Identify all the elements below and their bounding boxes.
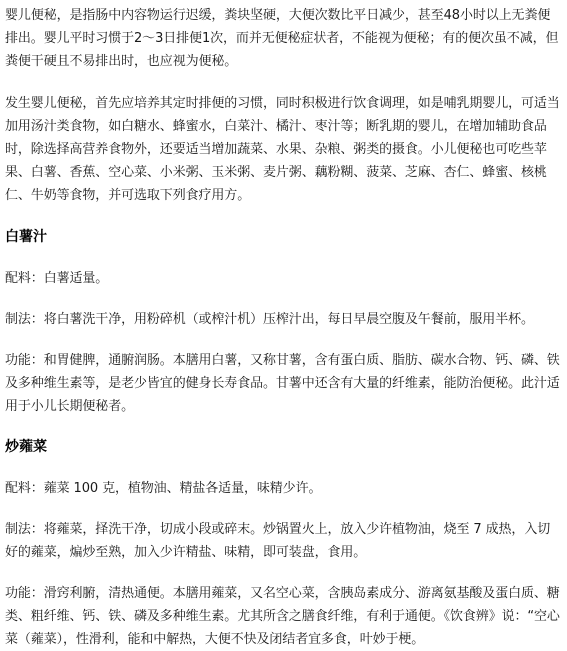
spacer <box>5 500 563 518</box>
intro-paragraph-definition: 婴儿便秘，是指肠中内容物运行迟缓，粪块坚硬，大便次数比平日减少，甚至48小时以上无粪便排出。婴儿平时习惯于2～3日排便1次，而并无便秘症状者，不能视为便秘；有的便次虽不减，但粪便干硬且不易排出时，也应视为便秘。 <box>5 8 559 69</box>
spacer <box>5 331 563 349</box>
spacer <box>5 249 563 267</box>
recipe-method: 制法：将蕹菜，择洗干净，切成小段或碎末。炒锅置火上，放入少许植物油，烧至 7 成热，入切好的蕹菜，煸炒至熟，加入少许精盐、味精，即可装盘，食用。 <box>5 522 551 560</box>
spacer <box>5 564 563 582</box>
recipe-effect: 功能：和胃健脾，通腑润肠。本膳用白薯，又称甘薯，含有蛋白质、脂肪、碳水合物、钙、磷、铁及多种维生素等，是老少皆宜的健身长寿食品。甘薯中还含有大量的纤维素，能防治便秘。此汁适用于小儿长期便秘者。 <box>5 353 560 414</box>
spacer <box>5 418 563 436</box>
spacer <box>5 459 563 477</box>
spacer <box>5 290 563 308</box>
spacer <box>5 207 563 226</box>
spacer <box>5 73 563 92</box>
recipe-title-stir-fried-water-spinach: 炒蕹菜 <box>5 439 47 455</box>
recipe-ingredients: 配料：白薯适量。 <box>5 271 109 286</box>
recipe-title-sweet-potato-juice: 白薯汁 <box>5 229 47 245</box>
article-body <box>5 4 563 651</box>
recipe-method: 制法：将白薯洗干净，用粉碎机（或榨汁机）压榨汁出，每日早晨空腹及午餐前，服用半杯。 <box>5 312 534 327</box>
recipe-ingredients: 配料：蕹菜 100 克，植物油、精盐各适量，味精少许。 <box>5 481 322 496</box>
intro-paragraph-diet: 发生婴儿便秘，首先应培养其定时排便的习惯，同时积极进行饮食调理，如是哺乳期婴儿，可适当加用汤汁类食物，如白糖水、蜂蜜水，白菜汁、橘汁、枣汁等；断乳期的婴儿，在增加辅助食品时，除选择高营养食物外，还要适当增加蔬菜、水果、杂粮、粥类的摄食。小儿便秘也可吃些苹果、白薯、香蕉、空心菜、小米粥、玉米粥、麦片粥、藕粉糊、菠菜、芝麻、杏仁、蜂蜜、核桃仁、牛奶等食物，并可选取下列食疗用方。 <box>5 96 560 203</box>
recipe-effect: 功能：滑窍利腑，清热通便。本膳用蕹菜，又名空心菜，含胰岛素成分、游离氨基酸及蛋白质、糖类、粗纤维、钙、铁、磷及多种维生素。尤其所含之膳食纤维，有利于通便。《饮食辨》说：“空心菜（蕹菜），性滑利，能和中解热，大便不快及闭结者宜多食，叶妙于梗。 <box>5 586 560 647</box>
